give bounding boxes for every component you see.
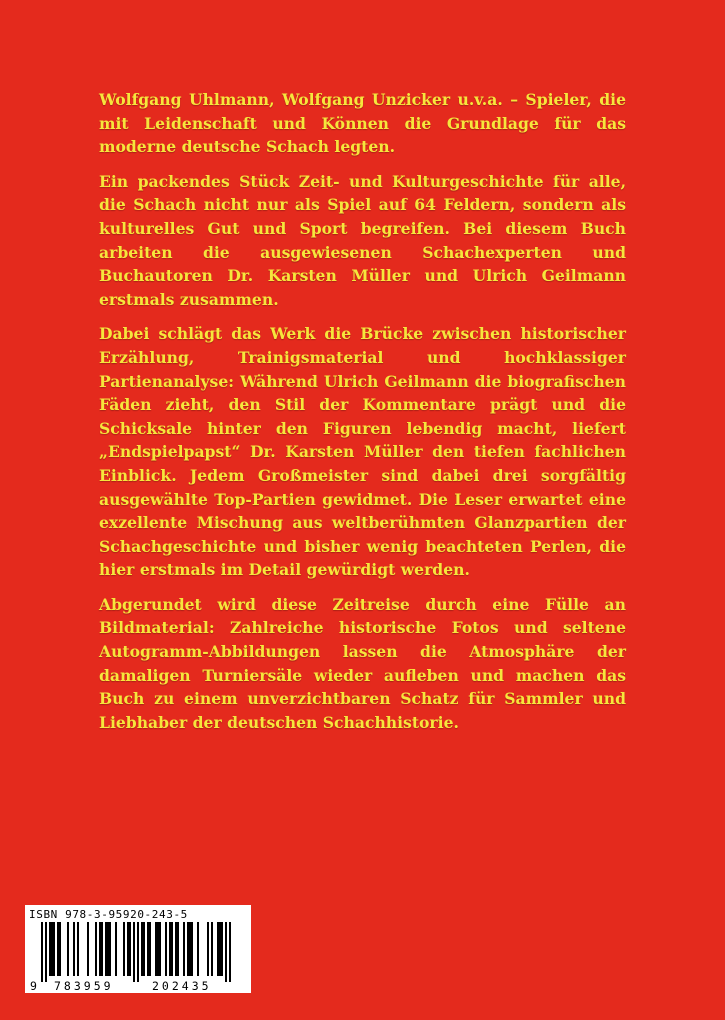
barcode-bar [127,922,129,976]
barcode-bar [149,922,151,976]
barcode-bar [77,922,79,976]
barcode-bar [177,922,179,976]
barcode-bar [221,922,223,976]
barcode-bar [101,922,103,976]
barcode-bar [137,922,139,982]
barcode-bar [175,922,177,976]
back-cover-blurb [99,88,626,745]
barcode-bar [169,922,171,976]
barcode-bar [171,922,173,976]
barcode-bar [217,922,219,976]
barcode-bar [67,922,69,976]
barcode-digit-group-left: 783959 [54,979,114,993]
barcode-bar [141,922,143,976]
barcode-bar [147,922,149,976]
barcode-bar [87,922,89,976]
barcode-bar [73,922,75,976]
barcode-bar [59,922,61,976]
blurb-paragraph-4: Abgerundet wird diese Zeitreise durch eine Fülle an Bildmaterial: Zahlreiche historische Fotos und seltene Autogramm-Abbildungen lassen die Atmosphäre der damaligen Turniersäle wieder aufleben und machen das Buch zu einem unverzichtbaren Schatz für Sammler und Liebhaber der deutschen Schachhistorie. [99,594,626,732]
barcode-bar [197,922,199,976]
barcode-bars [41,922,241,982]
barcode-bar [53,922,55,976]
barcode-digit-group-right: 202435 [152,979,212,993]
barcode-bar [157,922,159,976]
barcode-bar [45,922,47,982]
barcode-bar [207,922,209,976]
barcode-bar [159,922,161,976]
barcode-digit-lead: 9 [30,979,37,993]
barcode-bar [41,922,43,982]
isbn-label: ISBN 978-3-95920-243-5 [29,908,188,921]
barcode-bar [51,922,53,976]
barcode-bar [105,922,107,976]
barcode-bar [49,922,51,976]
isbn-barcode [25,905,251,993]
barcode-bar [191,922,193,976]
barcode-bar [95,922,97,976]
barcode-bar [129,922,131,976]
barcode-bar [109,922,111,976]
barcode-bar [57,922,59,976]
barcode-bar [229,922,231,982]
barcode-bar [187,922,189,976]
barcode-bar [123,922,125,976]
barcode-bar [211,922,213,976]
barcode-bar [183,922,185,976]
barcode-bar [133,922,135,982]
barcode-bar [219,922,221,976]
barcode-bar [99,922,101,976]
blurb-paragraph-3: Dabei schlägt das Werk die Brücke zwischen historischer Erzählung, Trainigsmaterial und hochklassiger Partienanalyse: Während Ulrich Geilmann die biografischen Fäden zieht, den Stil der Kommentare prägt und die Schicksale hinter den Figuren lebendig macht, liefert „Endspielpapst“ Dr. Karsten Müller den tiefen fachlichen Einblick. Jedem Großmeister sind dabei drei sorgfältig ausgewählte Top-Partien gewidmet. Die Leser erwartet eine exzellente Mischung aus weltberühmten Glanzpartien der Schachgeschichte und bisher wenig beachteten Perlen, die hier erstmals im Detail gewürdigt werden. [99,324,626,580]
barcode-bar [155,922,157,976]
barcode-digits [25,979,251,993]
barcode-bar [107,922,109,976]
barcode-bar [165,922,167,976]
blurb-paragraph-1: Wolfgang Uhlmann, Wolfgang Unzicker u.v.a. – Spieler, die mit Leidenschaft und Können die Grundlage für das moderne deutsche Schach legten. [99,90,626,157]
barcode-bar [189,922,191,976]
barcode-bar [143,922,145,976]
blurb-paragraph-2: Ein packendes Stück Zeit- und Kulturgeschichte für alle, die Schach nicht nur als Spiel auf 64 Feldern, sondern als kulturelles Gut und Sport begreifen. Bei diesem Buch arbeiten die ausgewiesenen Schachexperten und Buchautoren Dr. Karsten Müller und Ulrich Geilmann erstmals zusammen. [99,171,626,309]
barcode-bar [225,922,227,982]
barcode-bar [115,922,117,976]
